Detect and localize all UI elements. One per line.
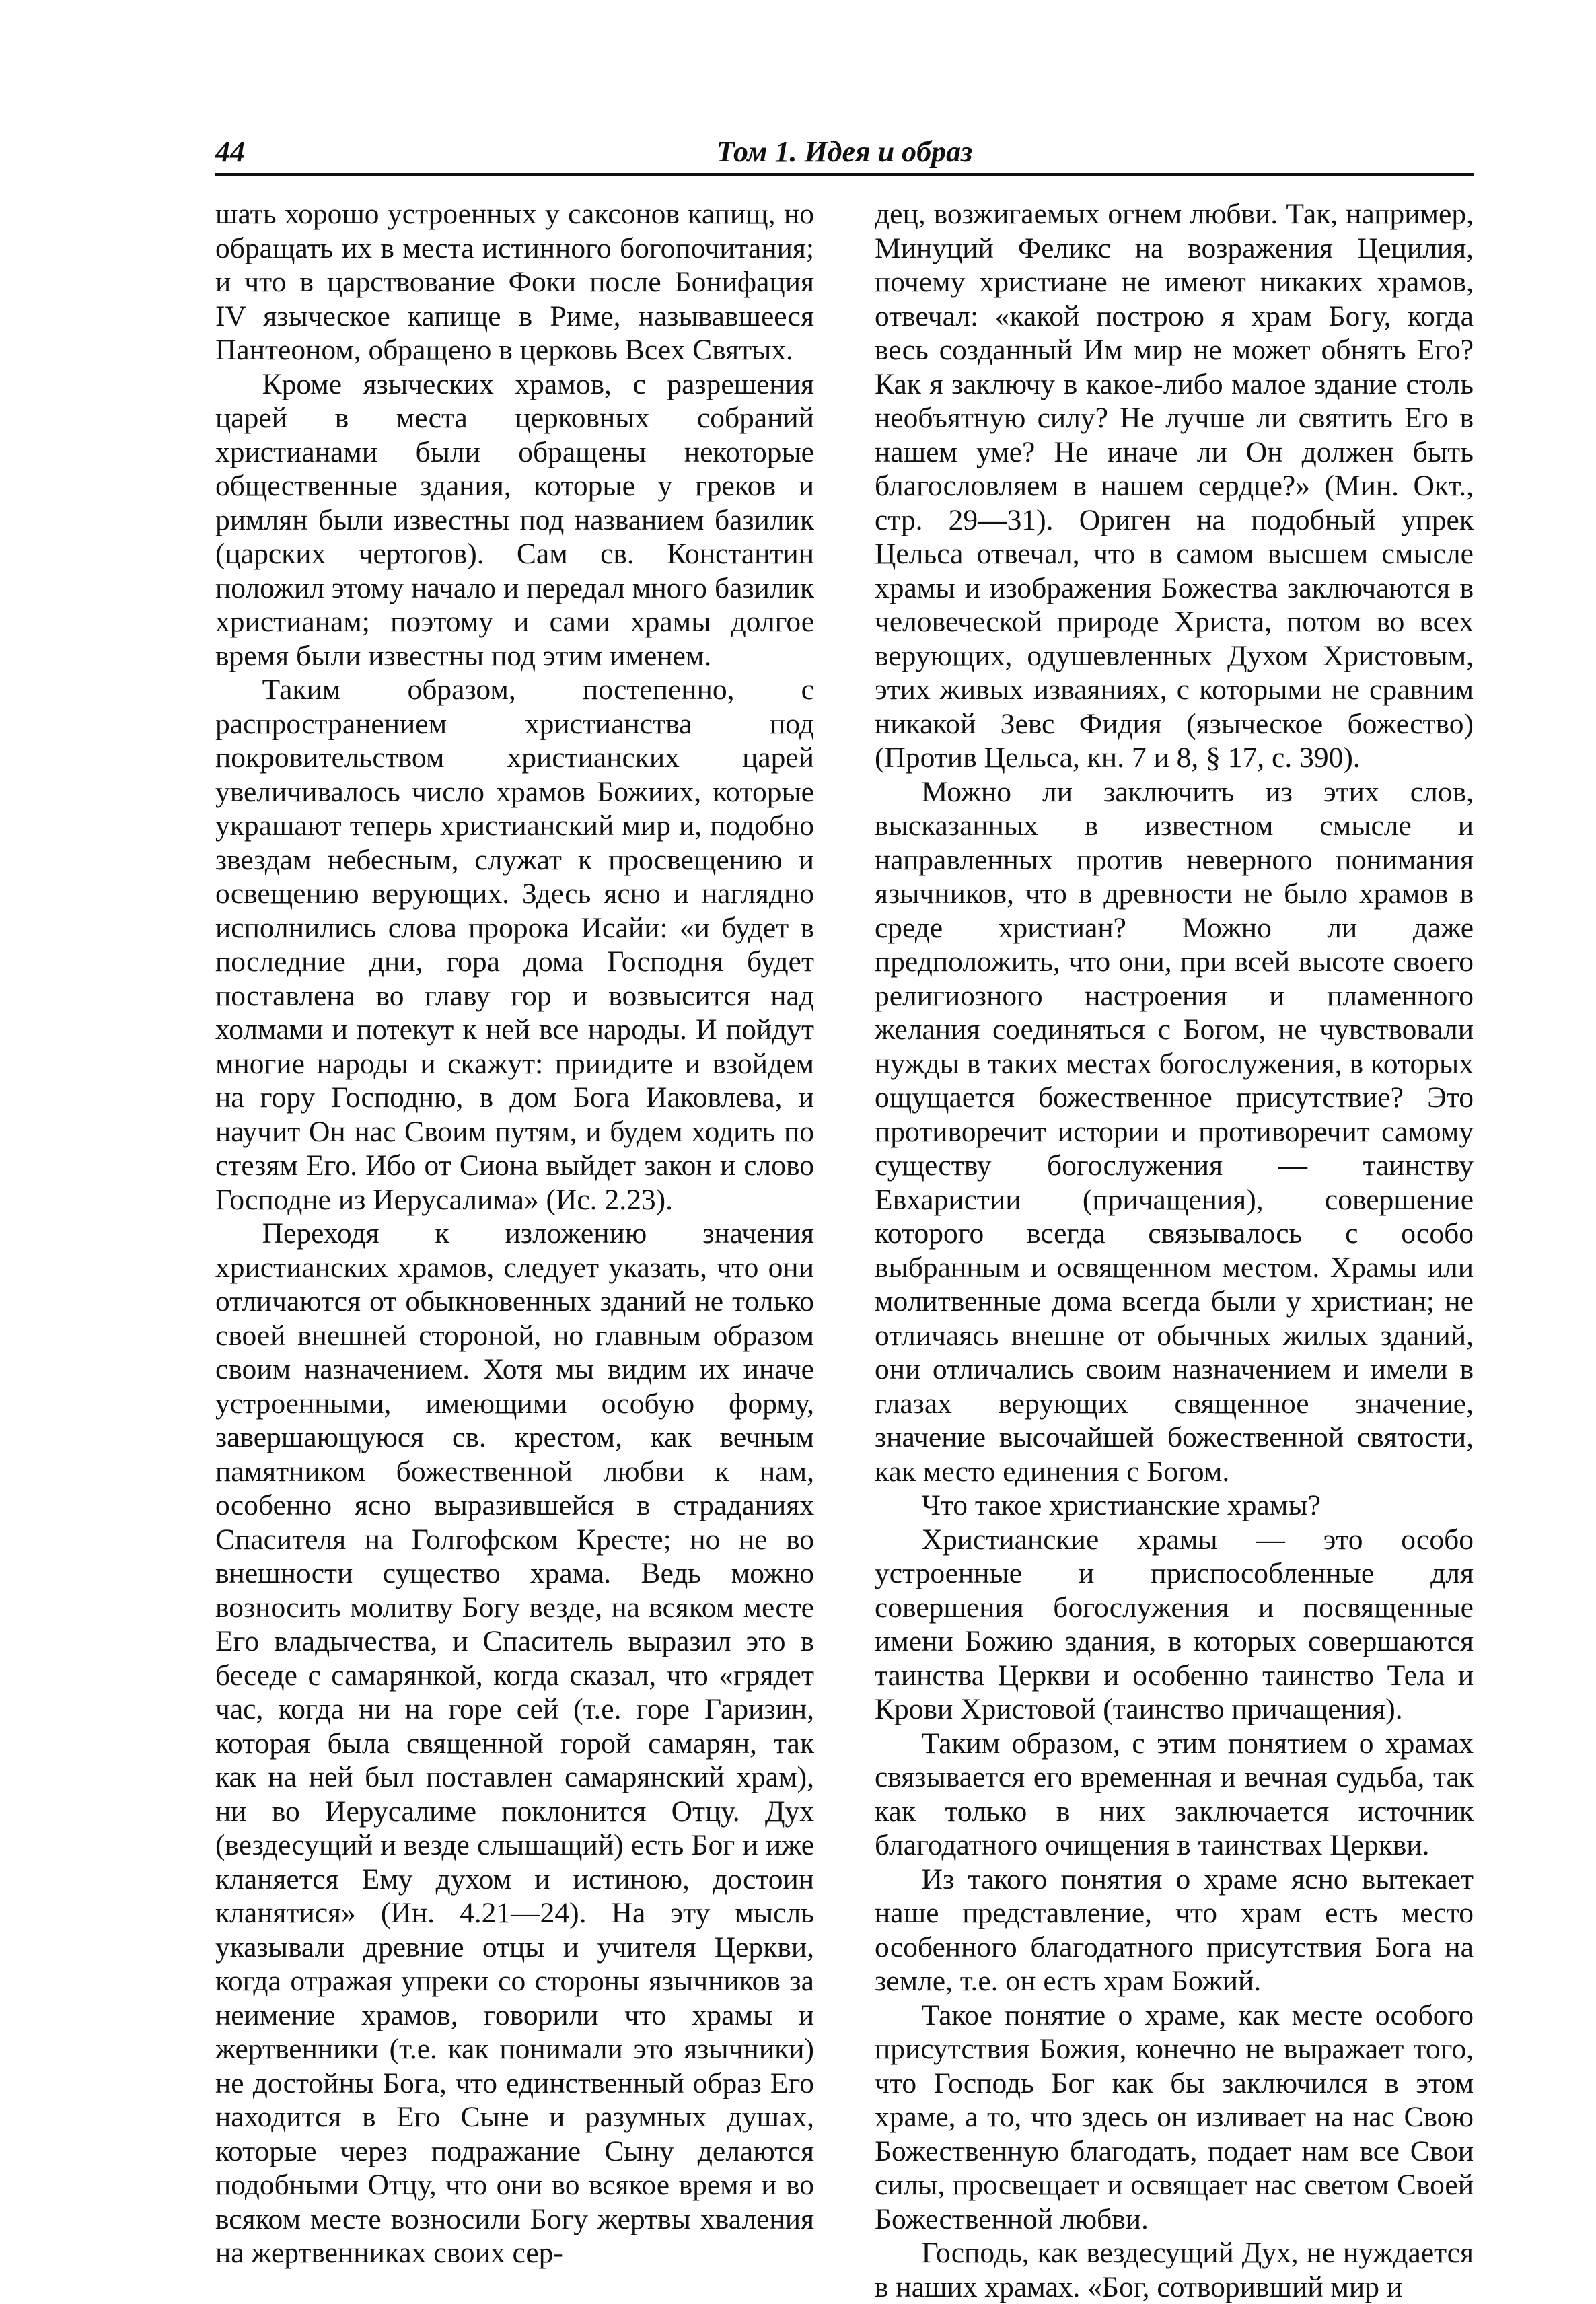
page-header [215, 131, 1474, 176]
page-number: 44 [215, 135, 245, 168]
paragraph: Кроме языческих храмов, с разрешения царей в места церковных собраний христианами были обращены некоторые общественные здания, которые у греков и римлян были известны под названием базилик (царских чертогов). Сам св. Константин положил этому начало и передал много базилик христианам; поэтому и сами храмы долгое время были известны под этим именем. [215, 367, 814, 672]
paragraph: Можно ли заключить из этих слов, высказанных в известном смысле и направленных против неверного понимания язычников, что в древности не было храмов в среде христиан? Можно ли даже предположить, что они, при всей высоте своего религиозного настроения и пламенного желания соединяться с Богом, не чувствовали нужды в таких местах богослужения, в которых ощущается божественное присутствие? Это противоречит истории и противоречит самому существу богослужения — таинству Евхаристии (причащения), совершение которого всегда связывалось с особо выбранным и освященном местом. Храмы или молитвенные дома всегда были у христиан; не отличаясь внешне от обычных жилых зданий, они отличались своим назначением и имели в глазах верующих священное значение, значение высочайшей божественной святости, как место единения с Богом. [875, 775, 1474, 1488]
paragraph: дец, возжигаемых огнем любви. Так, например, Минуций Феликс на возражения Цецилия, почему христиане не имеют никаких храмов, отвечал: «какой построю я храм Богу, когда весь созданный Им мир не может обнять Его? Как я заключу в какое-либо малое здание столь необъятную силу? Не лучше ли святить Его в нашем уме? Не иначе ли Он должен быть благословляем в нашем сердце?» (Мин. Окт., стр. 29—31). Ориген на подобный упрек Цельса отвечал, что в самом высшем смысле храмы и изображения Божества заключаются в человеческой природе Христа, потом во всех верующих, одушевленных Духом Христовым, этих живых изваяниях, с которыми не сравним никакой Зевс Фидия (языческое божество) (Против Цельса, кн. 7 и 8, § 17, с. 390). [875, 198, 1474, 774]
paragraph: Из такого понятия о храме ясно вытекает наше представление, что храм есть место особенного благодатного присутствия Бога на земле, т.е. он есть храм Божий. [875, 1863, 1474, 1997]
text-columns [215, 197, 1474, 2304]
paragraph: Такое понятие о храме, как месте особого присутствия Божия, конечно не выражает того, что Господь Бог как бы заключился в этом храме, а то, что здесь он изливает на нас Свою Божественную благодать, подает нам все Свои силы, просвещает и освящает нас светом Своей Божественной любви. [875, 1999, 1474, 2235]
book-page [215, 131, 1474, 2303]
paragraph: Переходя к изложению значения христианских храмов, следует указать, что они отличаются от обыкновенных зданий не только своей внешней стороной, но главным образом своим назначением. Хотя мы видим их иначе устроенными, имеющими особую форму, завершающуюся св. крестом, как вечным памятником божественной любви к нам, особенно ясно выразившейся в страданиях Спасителя на Голгофском Кресте; но не во внешности существо храма. Ведь можно возносить молитву Богу везде, на всяком месте Его владычества, и Спаситель выразил это в беседе с самарянкой, когда сказал, что «грядет час, когда ни на горе сей (т.е. горе Гаризин, которая была священной горой самарян, так как на ней был поставлен самарянский храм), ни во Иерусалиме поклонится Отцу. Дух (вездесущий и везде слышащий) есть Бог и иже кланяется Ему духом и истиною, достоин кланятися» (Ин. 4.21—24). На эту мысль указывали древние отцы и учителя Церкви, когда отражая упреки со стороны язычников за неимение храмов, говорили что храмы и жертвенники (т.е. как понимали это язычники) не достойны Бога, что единственный образ Его находится в Его Сыне и разумных душах, которые через подражание Сыну делаются подобными Отцу, что они во всякое время и во всяком месте возносили Богу жертвы хваления на жертвенниках своих сер- [215, 1217, 814, 2269]
paragraph: Таким образом, постепенно, с распространением христианства под покровительством христианских царей увеличивалось число храмов Божиих, которые украшают теперь христианский мир и, подобно звездам небесным, служат к просвещению и освещению верующих. Здесь ясно и наглядно исполнились слова пророка Исайи: «и будет в последние дни, гора дома Господня будет поставлена во главу гор и возвысится над холмами и потекут к ней все народы. И пойдут многие народы и скажут: приидите и взойдем на гору Господню, в дом Бога Иаковлева, и научит Он нас Своим путям, и будем ходить по стезям Его. Ибо от Сиона выйдет закон и слово Господне из Иерусалима» (Ис. 2.23). [215, 674, 814, 1216]
paragraph: Господь, как вездесущий Дух, не нуждается в наших храмах. «Бог, сотворивший мир и [875, 2237, 1474, 2303]
running-title: Том 1. Идея и образ [716, 135, 973, 168]
right-column [875, 197, 1474, 2304]
paragraph: Что такое христианские храмы? [921, 1489, 1321, 1521]
left-column [215, 197, 814, 2304]
paragraph: шать хорошо устроенных у саксонов капищ, но обращать их в места истинного богопочитания; и что в царствование Фоки после Бонифация IV языческое капище в Риме, называвшееся Пантеоном, обращено в церковь Всех Святых. [215, 198, 814, 366]
paragraph: Таким образом, с этим понятием о храмах связывается его временная и вечная судьба, так как только в них заключается источник благодатного очищения в таинствах Церкви. [875, 1727, 1474, 1861]
paragraph: Христианские храмы — это особо устроенные и приспособленные для совершения богослужения и посвященные имени Божию здания, в которых совершаются таинства Церкви и особенно таинство Тела и Крови Христовой (таинство причащения). [875, 1523, 1474, 1725]
